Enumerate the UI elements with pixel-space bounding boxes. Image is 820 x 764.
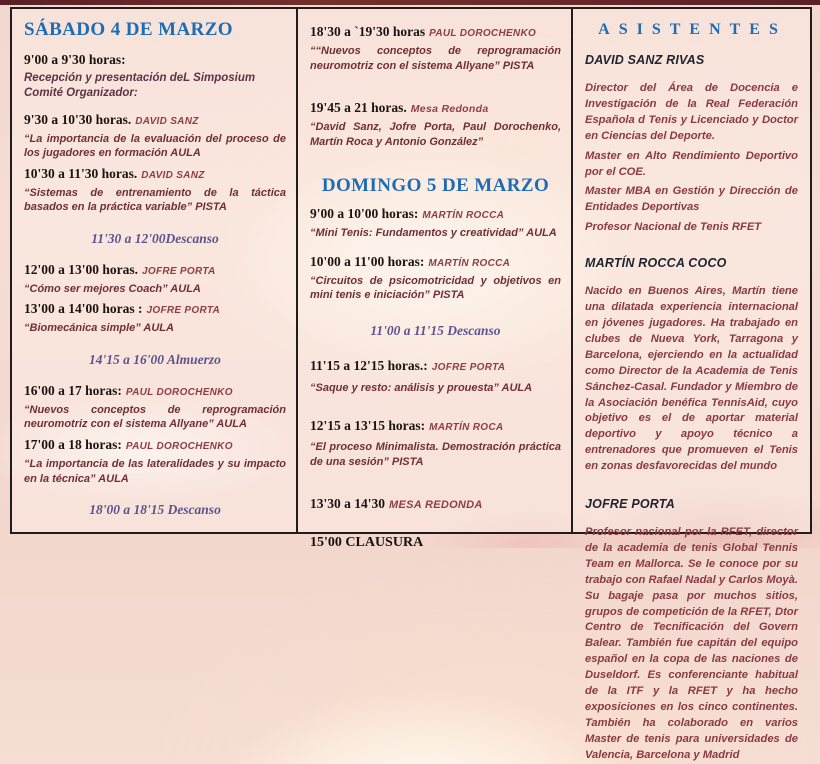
session-speaker: PAUL DOROCHENKO xyxy=(429,28,537,39)
bio-paragraph: Profesor nacional por la RFET, director de la academia de tenis Global Tennis Team en Mallorca. Se le conoce por su trabajo con Rafael Nadal y Carlos Moyà. Su bagaje pasa por muchos sitios, grupos de competición de la RFET, Dtor Centro de Tecnificación del Govern Balear. También fue capitán del equipo español en la copa de las naciones de Duseldorf. Es conferenciante habitual de la ITF y la RFET y ha hecho exposiciones en los cinco continentes. También ha colaborado en varios Master de tenis para universidades de Valencia, Barcelona y Madrid xyxy=(585,526,798,761)
asistentes-title: ASISTENTES xyxy=(598,21,787,38)
session-speaker: MARTÍN ROCCA xyxy=(428,257,511,269)
break-note: 11'30 a 12'00Descanso xyxy=(91,230,219,246)
bio-name: DAVID SANZ RIVAS xyxy=(585,53,705,67)
panel-sunday xyxy=(296,7,573,551)
session-speaker: DAVID SANZ xyxy=(141,169,205,181)
bio-paragraph: Nacido en Buenos Aires, Martín tiene una dilatada experiencia internacional en jóvenes jugadores. Ha trabajado en clubes de Nueva York, Tarragona y Barcelona, ejerciendo en la actualidad como Director de la Academia de Tenis Sánchez-Casal. Fundador y Miembro de la Asociación benéfica TennisAid, cuyo objetivo es el de aportar material deportivo y apoyo técnico a entrenadores que promueven el Tenis en zonas desfavorecidas del mundo xyxy=(585,285,798,473)
session-time: 18'30 a `19'30 horas xyxy=(310,24,426,39)
session-time: 10'30 a 11'30 horas. xyxy=(24,165,138,181)
break-note: 11'00 a 11'15 Descanso xyxy=(370,322,501,338)
session xyxy=(24,300,286,336)
session-desc: “Sistemas de entrenamiento de la táctica basados en la práctica variable” PISTA xyxy=(24,186,286,214)
panel-saturday xyxy=(10,7,298,534)
session-time: 12'15 a 13'15 horas: xyxy=(310,418,426,434)
session-time: 9'00 a 9'30 horas: xyxy=(24,52,126,67)
session xyxy=(24,165,286,215)
session-desc: Recepción y presentación deL Simposium Comité Organizador: xyxy=(24,72,256,99)
session-desc: “David Sanz, Jofre Porta, Paul Dorochenko, Martín Roca y Antonio González” xyxy=(310,121,561,148)
session-time: 19'45 a 21 horas. xyxy=(310,100,407,116)
bio-name: JOFRE PORTA xyxy=(585,497,675,512)
session-speaker: PAUL DOROCHENKO xyxy=(125,386,233,398)
session-time: 16'00 a 17 horas: xyxy=(24,382,122,398)
bio xyxy=(585,256,798,475)
session xyxy=(310,495,561,513)
session-time: 12'00 a 13'00 horas. xyxy=(24,261,139,277)
session xyxy=(24,51,286,101)
session xyxy=(310,99,561,149)
bio-paragraph: Profesor Nacional de Tenis RFET xyxy=(585,221,762,234)
bio xyxy=(585,53,798,236)
session-desc: “Saque y resto: análisis y prouesta” AULA xyxy=(310,381,533,394)
session-time: 10'00 a 11'00 horas: xyxy=(310,253,425,269)
session xyxy=(310,23,561,73)
session-speaker: MESA REDONDA xyxy=(389,499,483,512)
session-speaker: JOFRE PORTA xyxy=(146,305,221,317)
session-speaker: PAUL DOROCHENKO xyxy=(125,441,233,452)
session xyxy=(310,253,561,303)
session-time: 13'00 a 14'00 horas : xyxy=(24,301,143,317)
session-speaker: MARTÍN ROCA xyxy=(429,422,504,434)
session-speaker: Mesa Redonda xyxy=(410,103,489,116)
session-time: 13'30 a 14'30 xyxy=(310,496,386,512)
break-note: 18'00 a 18'15 Descanso xyxy=(89,502,221,518)
sunday-title: DOMINGO 5 DE MARZO xyxy=(321,175,550,197)
bio-paragraph: Director del Área de Docencia e Investigación de la Real Federación Española d Tenis y Licenciado y Doctor en Ciencias del Deporte. xyxy=(585,82,798,142)
session xyxy=(310,205,561,241)
session xyxy=(24,382,286,432)
bio-name: MARTÍN ROCCA COCO xyxy=(585,256,727,271)
session-speaker: JOFRE PORTA xyxy=(431,361,506,373)
session-desc: “Circuitos de psicomotricidad y objetivos en mini tenis e iniciación” PISTA xyxy=(310,274,561,302)
session xyxy=(24,111,286,161)
session xyxy=(310,357,561,396)
session-time: 9'00 a 10'00 horas: xyxy=(310,206,419,222)
session-desc: “El proceso Minimalista. Demostración práctica de una sesión” PISTA xyxy=(310,441,561,468)
session-desc: “Biomecánica simple” AULA xyxy=(24,322,174,335)
bio xyxy=(585,497,798,764)
session-desc: “Cómo ser mejores Coach” AULA xyxy=(24,282,201,295)
bio-paragraph: Master MBA en Gestión y Dirección de Entidades Deportivas xyxy=(585,185,798,214)
session xyxy=(24,436,286,486)
saturday-title: SÁBADO 4 DE MARZO xyxy=(24,19,233,40)
session xyxy=(310,417,561,469)
session-desc: ““Nuevos conceptos de reprogramación neuromotriz con el sistema Allyane” PISTA xyxy=(310,45,561,72)
closing-note: 15'00 CLAUSURA xyxy=(310,535,424,551)
bio-paragraph: Master en Alto Rendimiento Deportivo por el COE. xyxy=(585,149,798,178)
session-speaker: DAVID SANZ xyxy=(135,115,199,127)
session xyxy=(24,261,286,297)
session-desc: “La importancia de las lateralidades y su impacto en la técnica” AULA xyxy=(24,458,286,485)
top-horizon-bar xyxy=(0,0,820,5)
session-time: 17'00 a 18 horas: xyxy=(24,437,122,452)
session-desc: “Mini Tenis: Fundamentos y creatividad” AULA xyxy=(310,227,557,240)
session-speaker: JOFRE PORTA xyxy=(142,265,216,277)
panel-asistentes xyxy=(571,7,812,761)
session-desc: “Nuevos conceptos de reprogramación neuromotriz con el sistema Allyane” AULA xyxy=(24,403,286,431)
session-desc: “La importancia de la evaluación del proceso de los jugadores en formación AULA xyxy=(24,132,286,160)
session-time: 9'30 a 10'30 horas. xyxy=(24,111,132,127)
session-speaker: MARTÍN ROCCA xyxy=(422,210,505,222)
break-note: 14'15 a 16'00 Almuerzo xyxy=(89,351,221,367)
session-time: 11'15 a 12'15 horas.: xyxy=(310,357,428,373)
brochure-panels xyxy=(10,7,812,761)
